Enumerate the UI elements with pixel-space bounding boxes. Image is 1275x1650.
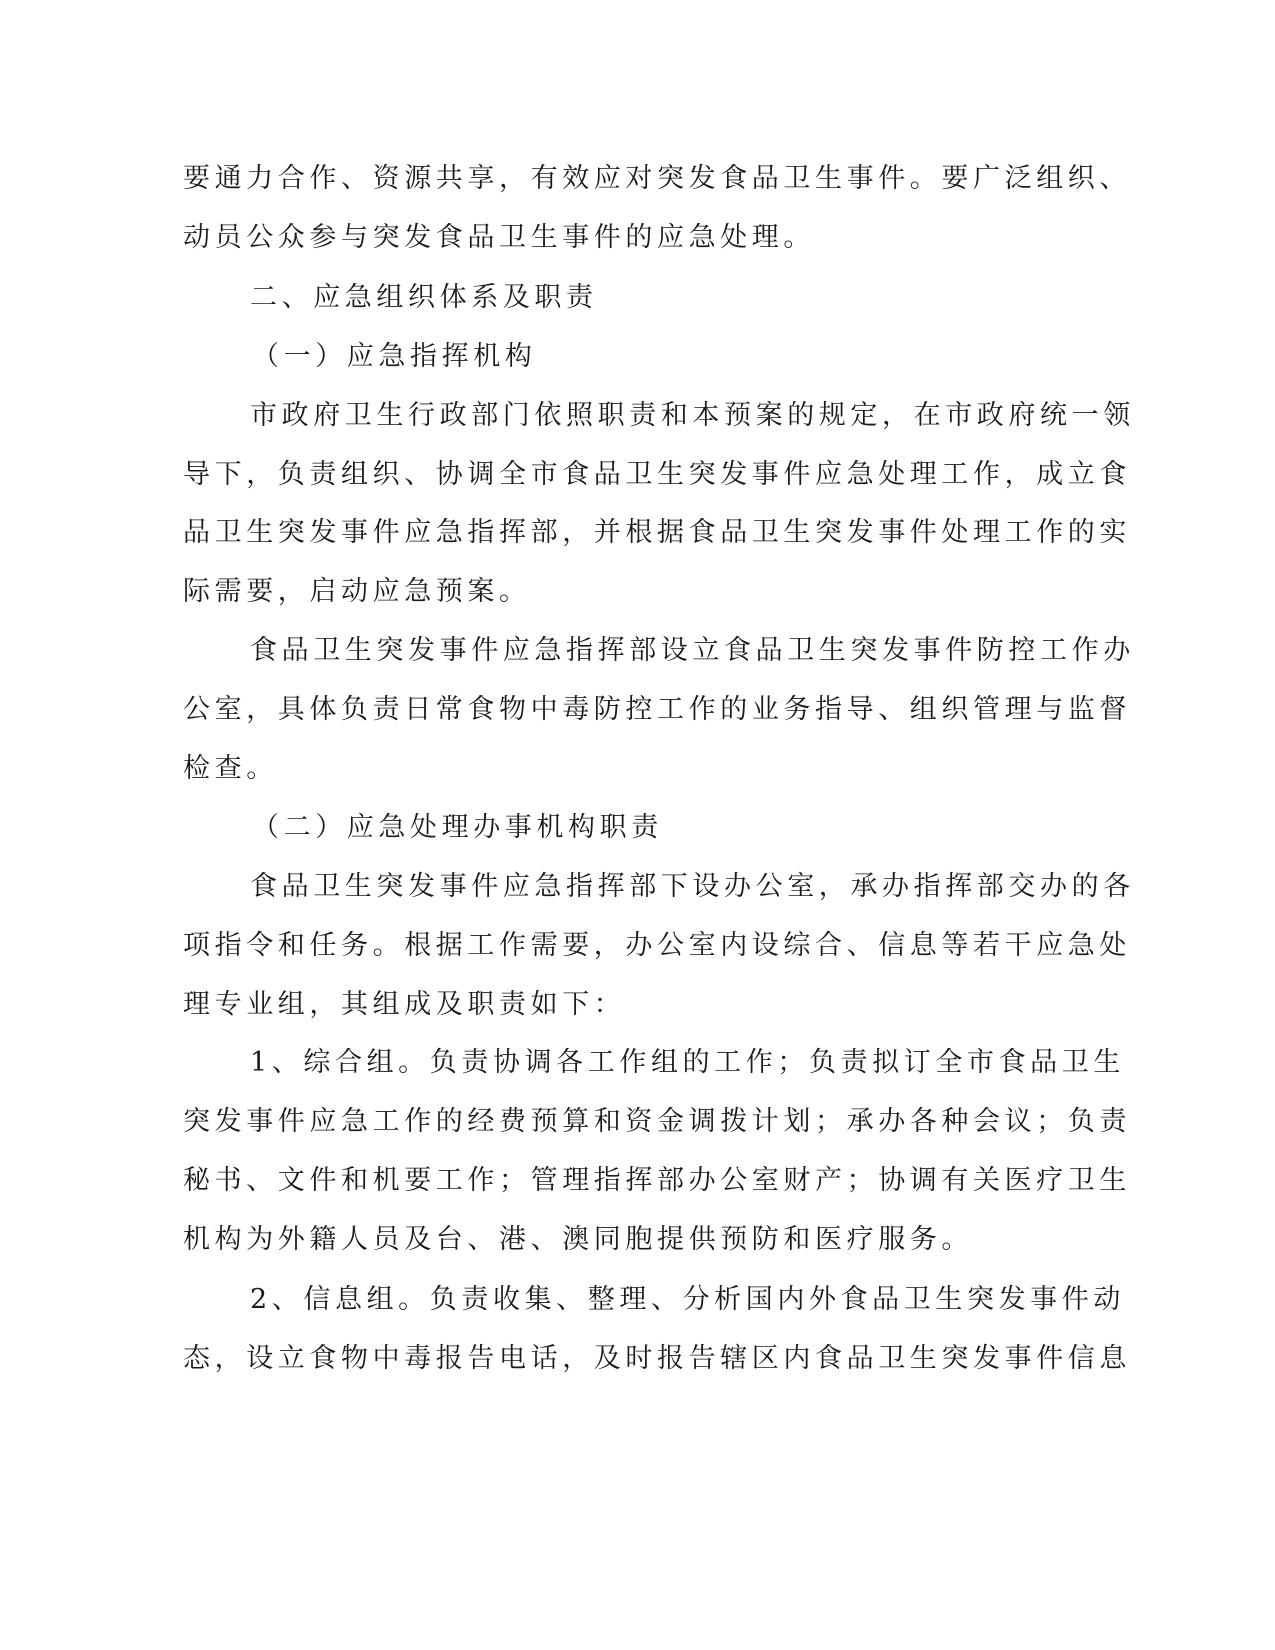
- list-item-line: 机构为外籍人员及台、港、澳同胞提供预防和医疗服务。: [183, 1224, 973, 1255]
- subsection-heading: （二）应急处理办事机构职责: [252, 812, 663, 843]
- paragraph-line: 要通力合作、资源共享，有效应对突发食品卫生事件。要广泛组织、: [183, 163, 1131, 194]
- paragraph-line: 动员公众参与突发食品卫生事件的应急处理。: [183, 222, 815, 253]
- paragraph-line: 市政府卫生行政部门依照职责和本预案的规定，在市政府统一领: [250, 400, 1135, 431]
- section-heading: 二、应急组织体系及职责: [250, 282, 598, 313]
- paragraph-line: 检查。: [183, 753, 278, 784]
- paragraph-line: 理专业组，其组成及职责如下：: [183, 989, 626, 1020]
- list-item-line: 突发事件应急工作的经费预算和资金调拨计划；承办各种会议；负责: [183, 1106, 1131, 1137]
- subsection-heading: （一）应急指挥机构: [252, 341, 537, 372]
- paragraph-line: 食品卫生突发事件应急指挥部下设办公室，承办指挥部交办的各: [250, 871, 1135, 902]
- paragraph-line: 食品卫生突发事件应急指挥部设立食品卫生突发事件防控工作办: [250, 635, 1135, 666]
- list-item-line: 1、综合组。负责协调各工作组的工作；负责拟订全市食品卫生: [250, 1047, 1125, 1078]
- paragraph-line: 导下，负责组织、协调全市食品卫生突发事件应急处理工作，成立食: [183, 459, 1131, 490]
- paragraph-line: 际需要，启动应急预案。: [183, 576, 531, 607]
- paragraph-line: 项指令和任务。根据工作需要，办公室内设综合、信息等若干应急处: [183, 930, 1131, 961]
- list-item-line: 态，设立食物中毒报告电话，及时报告辖区内食品卫生突发事件信息: [183, 1343, 1131, 1374]
- paragraph-line: 公室，具体负责日常食物中毒防控工作的业务指导、组织管理与监督: [183, 694, 1131, 725]
- paragraph-line: 品卫生突发事件应急指挥部，并根据食品卫生突发事件处理工作的实: [183, 517, 1131, 548]
- list-item-line: 2、信息组。负责收集、整理、分析国内外食品卫生突发事件动: [250, 1284, 1125, 1315]
- list-item-line: 秘书、文件和机要工作；管理指挥部办公室财产；协调有关医疗卫生: [183, 1165, 1131, 1196]
